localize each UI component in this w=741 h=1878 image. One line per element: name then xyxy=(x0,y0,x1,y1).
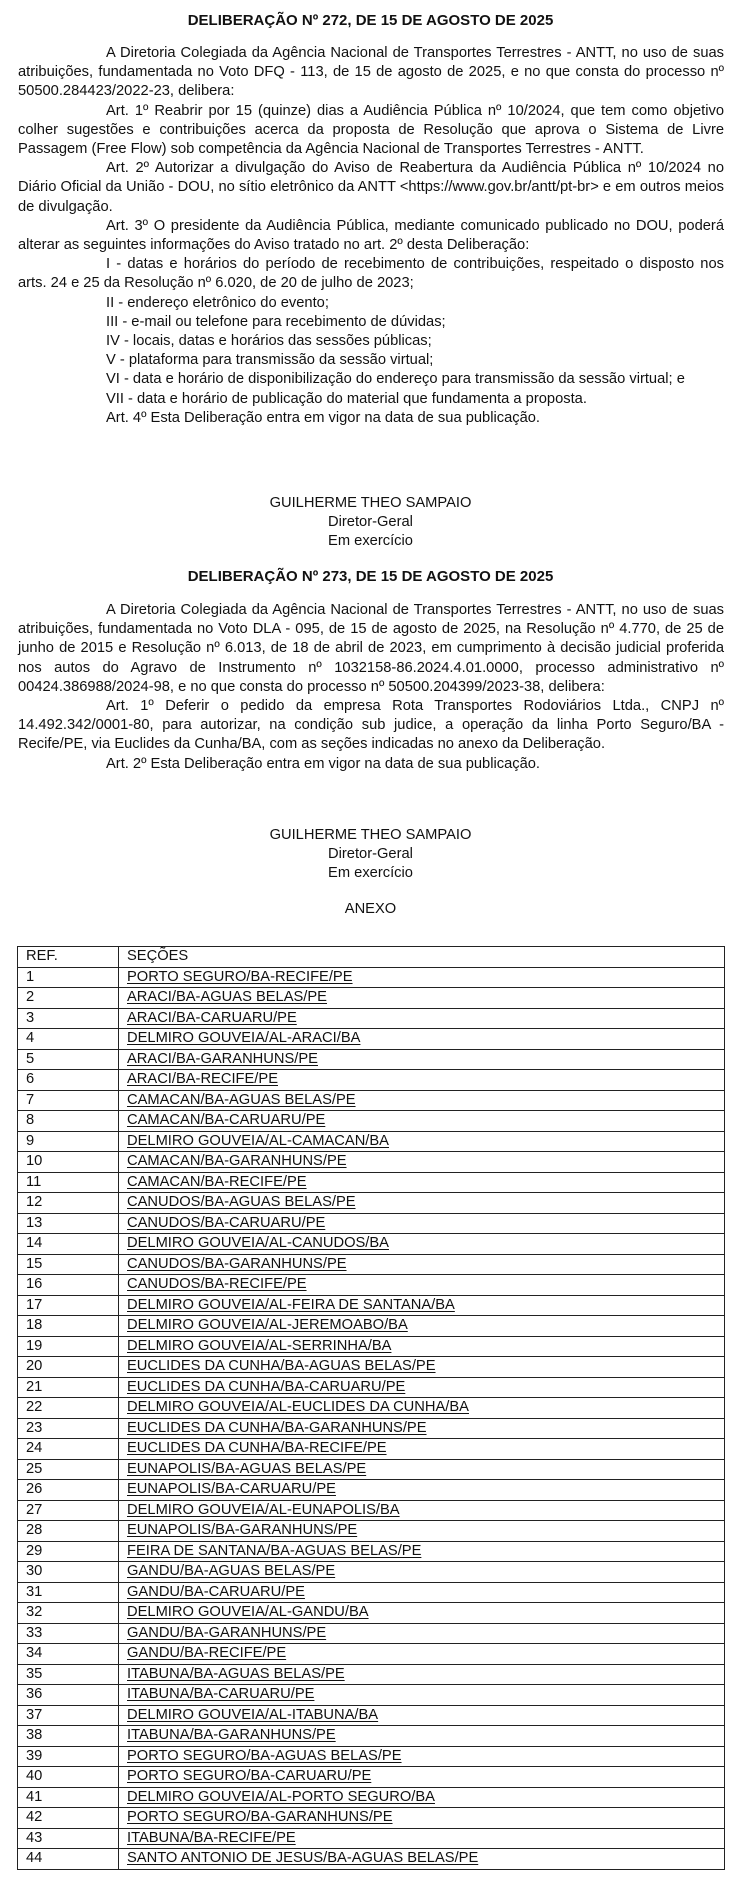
table-row xyxy=(18,1767,725,1788)
header-secoes: SEÇÕES xyxy=(119,947,725,968)
deliberacao-273-body xyxy=(18,601,724,774)
deliberacao-273-signature xyxy=(0,826,741,883)
cell-secao: ITABUNA/BA-GARANHUNS/PE xyxy=(119,1726,725,1747)
cell-ref: 26 xyxy=(18,1480,119,1501)
cell-ref: 3 xyxy=(18,1008,119,1029)
cell-secao: EUCLIDES DA CUNHA/BA-RECIFE/PE xyxy=(119,1439,725,1460)
cell-ref: 28 xyxy=(18,1521,119,1542)
cell-secao: EUCLIDES DA CUNHA/BA-CARUARU/PE xyxy=(119,1377,725,1398)
cell-secao: CAMACAN/BA-AGUAS BELAS/PE xyxy=(119,1090,725,1111)
cell-ref: 31 xyxy=(18,1582,119,1603)
table-row xyxy=(18,1398,725,1419)
table-row xyxy=(18,1521,725,1542)
deliberacao-272-art3: Art. 3º O presidente da Audiência Pública, mediante comunicado publicado no DOU, poderá alterar as seguintes informações do Aviso tratado no art. 2º desta Deliberação: xyxy=(18,217,724,254)
table-row xyxy=(18,1234,725,1255)
cell-ref: 41 xyxy=(18,1787,119,1808)
cell-secao: ARACI/BA-CARUARU/PE xyxy=(119,1008,725,1029)
table-row xyxy=(18,1562,725,1583)
cell-ref: 21 xyxy=(18,1377,119,1398)
cell-ref: 15 xyxy=(18,1254,119,1275)
table-row xyxy=(18,1377,725,1398)
cell-secao: CANUDOS/BA-RECIFE/PE xyxy=(119,1275,725,1296)
cell-ref: 23 xyxy=(18,1418,119,1439)
table-row xyxy=(18,1705,725,1726)
cell-ref: 24 xyxy=(18,1439,119,1460)
table-row xyxy=(18,1111,725,1132)
cell-secao: GANDU/BA-CARUARU/PE xyxy=(119,1582,725,1603)
cell-secao: GANDU/BA-RECIFE/PE xyxy=(119,1644,725,1665)
cell-secao: DELMIRO GOUVEIA/AL-ARACI/BA xyxy=(119,1029,725,1050)
signer-name: GUILHERME THEO SAMPAIO xyxy=(269,827,472,843)
table-row xyxy=(18,1664,725,1685)
cell-secao: SANTO ANTONIO DE JESUS/BA-AGUAS BELAS/PE xyxy=(119,1849,725,1870)
deliberacao-272-title: DELIBERAÇÃO Nº 272, DE 15 DE AGOSTO DE 2025 xyxy=(187,12,554,29)
cell-secao: EUNAPOLIS/BA-GARANHUNS/PE xyxy=(119,1521,725,1542)
cell-secao: DELMIRO GOUVEIA/AL-ITABUNA/BA xyxy=(119,1705,725,1726)
cell-ref: 10 xyxy=(18,1152,119,1173)
cell-secao: ITABUNA/BA-AGUAS BELAS/PE xyxy=(119,1664,725,1685)
table-row xyxy=(18,1603,725,1624)
cell-ref: 22 xyxy=(18,1398,119,1419)
header-ref: REF. xyxy=(18,947,119,968)
cell-ref: 6 xyxy=(18,1070,119,1091)
cell-ref: 18 xyxy=(18,1316,119,1337)
deliberacao-272-preamble: A Diretoria Colegiada da Agência Nacional de Transportes Terrestres - ANTT, no uso de suas atribuições, fundamentada no Voto DFQ - 113, de 15 de agosto de 2025, e no que consta do processo nº 50500.284423/2022-23, delibera: xyxy=(18,45,724,100)
cell-secao: EUCLIDES DA CUNHA/BA-GARANHUNS/PE xyxy=(119,1418,725,1439)
cell-secao: ITABUNA/BA-RECIFE/PE xyxy=(119,1828,725,1849)
cell-secao: DELMIRO GOUVEIA/AL-FEIRA DE SANTANA/BA xyxy=(119,1295,725,1316)
deliberacao-272-body xyxy=(18,44,724,428)
anexo-table xyxy=(17,946,725,1870)
cell-secao: DELMIRO GOUVEIA/AL-SERRINHA/BA xyxy=(119,1336,725,1357)
cell-ref: 7 xyxy=(18,1090,119,1111)
cell-secao: DELMIRO GOUVEIA/AL-CAMACAN/BA xyxy=(119,1131,725,1152)
table-row xyxy=(18,967,725,988)
anexo-title: ANEXO xyxy=(344,901,397,917)
table-row xyxy=(18,1090,725,1111)
cell-ref: 12 xyxy=(18,1193,119,1214)
cell-ref: 4 xyxy=(18,1029,119,1050)
cell-secao: DELMIRO GOUVEIA/AL-PORTO SEGURO/BA xyxy=(119,1787,725,1808)
cell-ref: 25 xyxy=(18,1459,119,1480)
table-row xyxy=(18,1746,725,1767)
deliberacao-272-item-4: IV - locais, datas e horários das sessões públicas; xyxy=(106,333,432,350)
cell-secao: EUNAPOLIS/BA-CARUARU/PE xyxy=(119,1480,725,1501)
deliberacao-272-item-2: II - endereço eletrônico do evento; xyxy=(106,294,329,311)
signer-status: Em exercício xyxy=(328,865,413,881)
cell-ref: 5 xyxy=(18,1049,119,1070)
cell-secao: CANUDOS/BA-AGUAS BELAS/PE xyxy=(119,1193,725,1214)
cell-secao: EUNAPOLIS/BA-AGUAS BELAS/PE xyxy=(119,1459,725,1480)
cell-ref: 38 xyxy=(18,1726,119,1747)
table-row xyxy=(18,1685,725,1706)
cell-ref: 11 xyxy=(18,1172,119,1193)
deliberacao-272-art1: Art. 1º Reabrir por 15 (quinze) dias a Audiência Pública nº 10/2024, que tem como objetivo colher sugestões e contribuições acerca da proposta de Resolução que aprova o Sistema de Livre Passagem (Free Flow) sob competência da Agência Nacional de Transportes Terrestres - ANTT. xyxy=(18,102,724,158)
table-row xyxy=(18,1644,725,1665)
deliberacao-272-signature xyxy=(0,494,741,551)
table-row xyxy=(18,1623,725,1644)
cell-secao: PORTO SEGURO/BA-RECIFE/PE xyxy=(119,967,725,988)
cell-secao: ARACI/BA-RECIFE/PE xyxy=(119,1070,725,1091)
cell-ref: 30 xyxy=(18,1562,119,1583)
cell-ref: 40 xyxy=(18,1767,119,1788)
cell-secao: ARACI/BA-AGUAS BELAS/PE xyxy=(119,988,725,1009)
table-row xyxy=(18,1152,725,1173)
signer-name: GUILHERME THEO SAMPAIO xyxy=(269,495,472,511)
table-row xyxy=(18,1254,725,1275)
cell-ref: 33 xyxy=(18,1623,119,1644)
cell-ref: 27 xyxy=(18,1500,119,1521)
table-row xyxy=(18,1131,725,1152)
cell-ref: 34 xyxy=(18,1644,119,1665)
cell-secao: DELMIRO GOUVEIA/AL-CANUDOS/BA xyxy=(119,1234,725,1255)
cell-ref: 42 xyxy=(18,1808,119,1829)
cell-secao: DELMIRO GOUVEIA/AL-GANDU/BA xyxy=(119,1603,725,1624)
cell-ref: 35 xyxy=(18,1664,119,1685)
cell-ref: 1 xyxy=(18,967,119,988)
cell-ref: 9 xyxy=(18,1131,119,1152)
cell-secao: CANUDOS/BA-GARANHUNS/PE xyxy=(119,1254,725,1275)
signer-status: Em exercício xyxy=(328,533,413,549)
table-row xyxy=(18,1828,725,1849)
cell-ref: 36 xyxy=(18,1685,119,1706)
cell-ref: 29 xyxy=(18,1541,119,1562)
signer-role: Diretor-Geral xyxy=(328,514,413,530)
table-row xyxy=(18,1070,725,1091)
table-row xyxy=(18,1787,725,1808)
deliberacao-272-item-7: VII - data e horário de publicação do material que fundamenta a proposta. xyxy=(106,390,587,407)
deliberacao-272-art2: Art. 2º Autorizar a divulgação do Aviso de Reabertura da Audiência Pública nº 10/2024 no Diário Oficial da União - DOU, no sítio eletrônico da ANTT <https://www.gov.br/antt/pt-br> e em outros meios de divulgação. xyxy=(18,160,724,215)
table-row xyxy=(18,1726,725,1747)
table-row xyxy=(18,1357,725,1378)
table-row xyxy=(18,1172,725,1193)
cell-secao: ITABUNA/BA-CARUARU/PE xyxy=(119,1685,725,1706)
table-row xyxy=(18,1541,725,1562)
table-row xyxy=(18,1049,725,1070)
cell-secao: EUCLIDES DA CUNHA/BA-AGUAS BELAS/PE xyxy=(119,1357,725,1378)
table-row xyxy=(18,1008,725,1029)
table-row xyxy=(18,1418,725,1439)
cell-ref: 17 xyxy=(18,1295,119,1316)
cell-ref: 14 xyxy=(18,1234,119,1255)
table-row xyxy=(18,1849,725,1870)
table-row xyxy=(18,1459,725,1480)
cell-secao: PORTO SEGURO/BA-AGUAS BELAS/PE xyxy=(119,1746,725,1767)
table-row xyxy=(18,1295,725,1316)
cell-ref: 8 xyxy=(18,1111,119,1132)
cell-secao: ARACI/BA-GARANHUNS/PE xyxy=(119,1049,725,1070)
table-row xyxy=(18,1029,725,1050)
deliberacao-272-item-5: V - plataforma para transmissão da sessão virtual; xyxy=(106,352,434,369)
table-row xyxy=(18,1316,725,1337)
cell-secao: CAMACAN/BA-GARANHUNS/PE xyxy=(119,1152,725,1173)
cell-secao: DELMIRO GOUVEIA/AL-EUNAPOLIS/BA xyxy=(119,1500,725,1521)
table-header-row xyxy=(18,947,725,968)
table-row xyxy=(18,1480,725,1501)
cell-secao: DELMIRO GOUVEIA/AL-JEREMOABO/BA xyxy=(119,1316,725,1337)
table-row xyxy=(18,1193,725,1214)
deliberacao-272-item-3: III - e-mail ou telefone para recebimento de dúvidas; xyxy=(106,313,446,330)
deliberacao-272-item-1: I - datas e horários do período de recebimento de contribuições, respeitado o disposto nos arts. 24 e 25 da Resolução nº 6.020, de 20 de julho de 2023; xyxy=(18,256,724,292)
deliberacao-272-art4: Art. 4º Esta Deliberação entra em vigor na data de sua publicação. xyxy=(106,409,540,426)
cell-ref: 39 xyxy=(18,1746,119,1767)
cell-ref: 37 xyxy=(18,1705,119,1726)
deliberacao-273-preamble: A Diretoria Colegiada da Agência Nacional de Transportes Terrestres - ANTT, no uso de suas atribuições, fundamentada no Voto DLA - 095, de 15 de agosto de 2025, na Resolução nº 4.770, de 25 de junho de 2015 e Resolução nº 6.013, de 18 de abril de 2023, em cumprimento à decisão judicial proferida nos autos do Agravo de Instrumento nº 1032158-86.2024.4.01.0000, processo administrativo nº 00424.386988/2024-98, e no que consta do processo nº 50500.204399/2023-38, delibera: xyxy=(18,602,724,695)
deliberacao-273-art1: Art. 1º Deferir o pedido da empresa Rota Transportes Rodoviários Ltda., CNPJ nº 14.492.342/0001-80, para autorizar, na condição sub judice, a operação da linha Porto Seguro/BA - Recife/PE, via Euclides da Cunha/BA, com as seções indicadas no anexo da Deliberação. xyxy=(18,698,724,753)
cell-secao: CAMACAN/BA-RECIFE/PE xyxy=(119,1172,725,1193)
table-row xyxy=(18,1439,725,1460)
cell-ref: 32 xyxy=(18,1603,119,1624)
deliberacao-273-title: DELIBERAÇÃO Nº 273, DE 15 DE AGOSTO DE 2025 xyxy=(187,568,554,585)
cell-secao: GANDU/BA-AGUAS BELAS/PE xyxy=(119,1562,725,1583)
cell-secao: PORTO SEGURO/BA-CARUARU/PE xyxy=(119,1767,725,1788)
table-row xyxy=(18,988,725,1009)
cell-ref: 13 xyxy=(18,1213,119,1234)
deliberacao-272-item-6: VI - data e horário de disponibilização do endereço para transmissão da sessão virtual; e xyxy=(106,371,685,388)
table-row xyxy=(18,1213,725,1234)
cell-ref: 43 xyxy=(18,1828,119,1849)
cell-secao: FEIRA DE SANTANA/BA-AGUAS BELAS/PE xyxy=(119,1541,725,1562)
cell-secao: PORTO SEGURO/BA-GARANHUNS/PE xyxy=(119,1808,725,1829)
cell-ref: 20 xyxy=(18,1357,119,1378)
deliberacao-273-art2: Art. 2º Esta Deliberação entra em vigor na data de sua publicação. xyxy=(106,755,540,772)
cell-ref: 44 xyxy=(18,1849,119,1870)
table-row xyxy=(18,1275,725,1296)
table-row xyxy=(18,1582,725,1603)
anexo-table-body xyxy=(18,947,725,1870)
signer-role: Diretor-Geral xyxy=(328,846,413,862)
cell-secao: GANDU/BA-GARANHUNS/PE xyxy=(119,1623,725,1644)
cell-secao: DELMIRO GOUVEIA/AL-EUCLIDES DA CUNHA/BA xyxy=(119,1398,725,1419)
table-row xyxy=(18,1808,725,1829)
cell-secao: CAMACAN/BA-CARUARU/PE xyxy=(119,1111,725,1132)
cell-ref: 2 xyxy=(18,988,119,1009)
cell-ref: 19 xyxy=(18,1336,119,1357)
cell-ref: 16 xyxy=(18,1275,119,1296)
table-row xyxy=(18,1336,725,1357)
table-row xyxy=(18,1500,725,1521)
cell-secao: CANUDOS/BA-CARUARU/PE xyxy=(119,1213,725,1234)
